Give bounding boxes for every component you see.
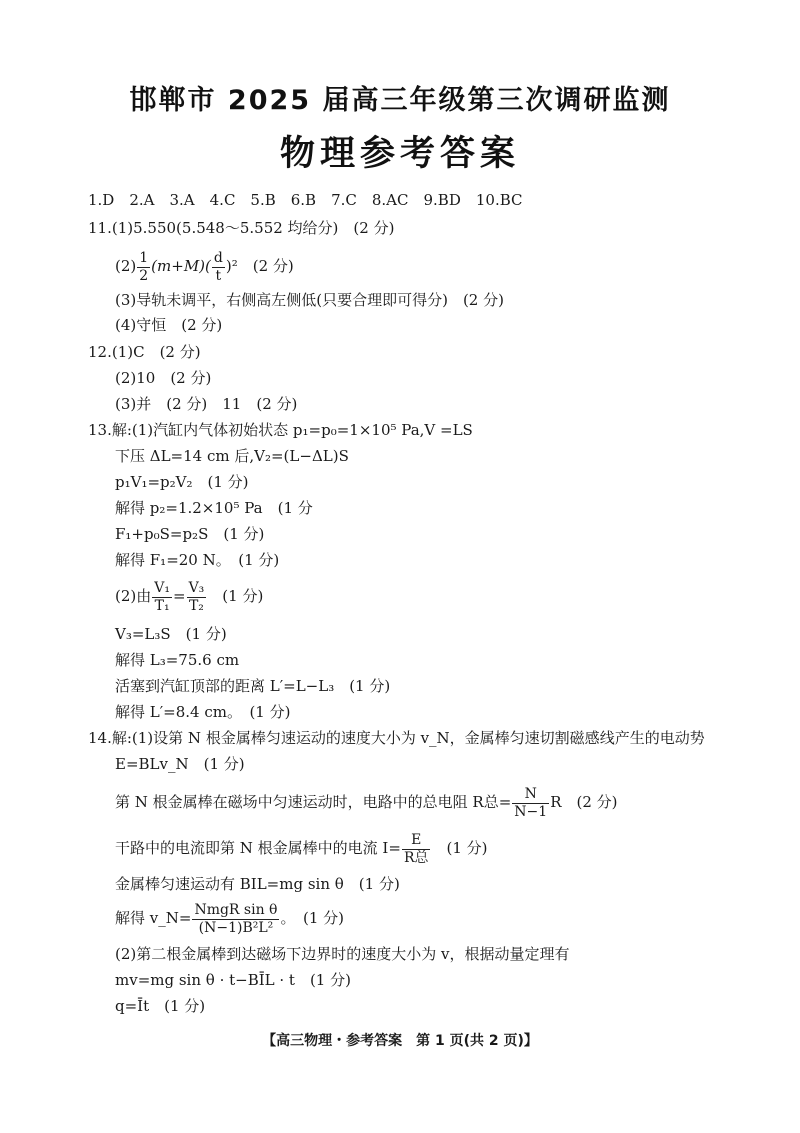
q14-line6-score: 。 (1 分) [280,909,345,927]
fraction-velocity: $\frac{\text{NmgR sin θ}}{\text{(N−1)B²L²}}$ [194,901,278,936]
q13-line10: 活塞到汽缸顶部的距离 L′=L−L₃ (1 分) [115,677,391,695]
q14-line7: (2)第二根金属棒到达磁场下边界时的速度大小为 v，根据动量定理有 [115,945,570,963]
q14-line6-text: 解得 v_N= [115,909,192,927]
q13-line7-label: (2)由 [115,587,152,605]
q11-part2-mass: (m+M)( [151,257,211,275]
fraction-n-over-n-minus-1: $\frac{N}{N-1}$ [514,785,548,820]
q14-line8: mv=mg sin θ · t−BĪL · t (1 分) [115,971,351,989]
fraction-v1-t1: $\frac{\text{V₁}}{\text{T₁}}$ [154,579,170,614]
q11-part2 [115,248,294,285]
q14-line2: E=BLv_N (1 分) [115,755,245,773]
q11-part2-score: )² (2 分) [225,257,294,275]
q13-line4: 解得 p₂=1.2×10⁵ Pa (1 分 [115,499,313,517]
fraction-e-over-r: $\frac{E}{\text{R总}}$ [403,831,429,866]
q14-line4-text: 干路中的电流即第 N 根金属棒中的电流 I= [115,839,401,857]
fraction-half: $\frac{1}{2}$ [139,249,149,284]
q13-line6: 解得 F₁=20 N。 (1 分) [115,551,280,569]
q14-line6 [115,898,344,938]
fraction-d-over-t: $\frac{d}{t}$ [213,249,223,284]
fraction-v3-t2: $\frac{\text{V₃}}{\text{T₂}}$ [188,579,205,614]
q14-line4-score: (1 分) [431,839,488,857]
q13-line7-score: (1 分) [207,587,264,605]
q11-part2-label: (2) [115,257,137,275]
q13-line3: p₁V₁=p₂V₂ (1 分) [115,473,249,491]
q12-part1: 12.(1)C (2 分) [88,343,201,361]
q13-line8: V₃=L₃S (1 分) [115,625,227,643]
q14-line3-score: R (2 分) [550,793,618,811]
page-footer: 【高三物理・参考答案 第 1 页(共 2 页)】 [262,1033,538,1049]
q13-line11: 解得 L′=8.4 cm。 (1 分) [115,703,291,721]
q13-line1: 13.解:(1)汽缸内气体初始状态 p₁=p₀=1×10⁵ Pa,V =LS [88,421,473,439]
q13-line9: 解得 L₃=75.6 cm [115,651,240,669]
q14-line3 [115,782,618,822]
q13-line5: F₁+p₀S=p₂S (1 分) [115,525,265,543]
q13-line2: 下压 ΔL=14 cm 后,V₂=(L−ΔL)S [115,447,349,465]
q13-line7: (2)由 $\frac{\text{V₁}}{\text{T₁}}$ = $\frac{\text{V₃}}{\text{T₂}}$ (1 分) [115,579,264,614]
q14-line4 [115,828,488,868]
q11-part1: 11.(1)5.550(5.548～5.552 均给分) (2 分) [88,219,395,237]
q11-part4: (4)守恒 (2 分) [115,316,223,334]
multiple-choice-answers: 1.D 2.A 3.A 4.C 5.B 6.B 7.C 8.AC 9.BD 10.BC [88,191,523,209]
q14-line9: q=Īt (1 分) [115,997,206,1015]
page-subtitle: 物理参考答案 [279,134,520,174]
q11-part3: (3)导轨未调平，右侧高左侧低(只要合理即可得分) (2 分) [115,291,504,309]
q12-part3: (3)并 (2 分) 11 (2 分) [115,395,298,413]
q12-part2: (2)10 (2 分) [115,369,212,387]
q14-line1: 14.解:(1)设第 N 根金属棒匀速运动的速度大小为 v_N，金属棒匀速切割磁感线产生的电动势 [88,729,705,747]
q14-line3-text: 第 N 根金属棒在磁场中匀速运动时，电路中的总电阻 R总= [115,793,512,811]
q14-line5: 金属棒匀速运动有 BIL=mg sin θ (1 分) [115,875,400,893]
page-title: 邯郸市 2025 届高三年级第三次调研监测 [129,85,671,116]
